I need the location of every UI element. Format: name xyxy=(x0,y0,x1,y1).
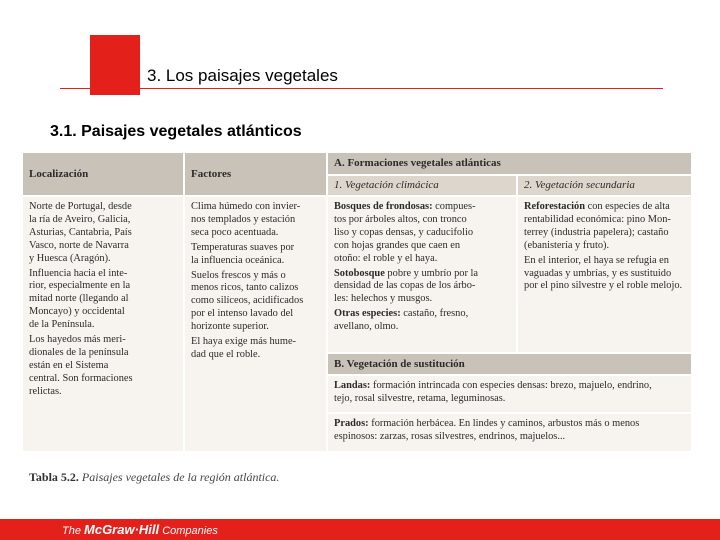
localizacion-line: Los hayedos más meri- xyxy=(29,334,126,346)
secundaria-line: rentabilidad económica: pino Mon- xyxy=(524,213,671,225)
climacica-cell xyxy=(328,197,516,352)
factores-line: nos templados y estación xyxy=(191,213,296,225)
factores-line: Clima húmedo con invier- xyxy=(191,201,301,212)
localizacion-line: Moncayo) y occidental xyxy=(29,306,125,318)
localizacion-line: dionales de la península xyxy=(29,346,129,358)
climacica-paragraph xyxy=(334,201,510,266)
secundaria-line: terrey (industria papelera); castaño xyxy=(524,226,669,238)
localizacion-line: Vasco, norte de Navarra xyxy=(29,239,129,251)
climacica-paragraph xyxy=(334,268,510,307)
factores-line: por el intenso lavado del xyxy=(191,308,294,320)
climacica-line: les: helechos y musgos. xyxy=(334,293,433,305)
factores-line: Temperaturas suaves por xyxy=(191,241,295,253)
landas-line: tejo, rosal silvestre, retama, leguminosas. xyxy=(334,392,506,404)
factores-line: Suelos frescos y más o xyxy=(191,269,286,281)
vegetation-table xyxy=(23,153,691,451)
secundaria-cell xyxy=(518,197,691,352)
secundaria-paragraph xyxy=(524,255,685,294)
climacica-paragraph xyxy=(334,308,510,334)
landas-cell xyxy=(328,376,691,412)
prados-cell xyxy=(328,414,691,451)
climacica-line: con hojas grandes que caen en xyxy=(334,239,461,251)
factores-line: la influencia oceánica. xyxy=(191,254,285,266)
publisher-logo: The McGraw·Hill Companies xyxy=(62,522,218,537)
localizacion-line: mitad norte (llegando al xyxy=(29,293,129,305)
climacica-line: avellano, olmo. xyxy=(334,321,399,333)
climacica-line: tos por árboles altos, con tronco xyxy=(334,213,467,225)
localizacion-line: de la Península. xyxy=(29,319,95,331)
factores-line: como silíceos, acidificados xyxy=(191,295,304,307)
prados-line: Prados: formación herbácea. En lindes y caminos, arbustos más o menos xyxy=(334,418,640,429)
localizacion-line: central. Son formaciones xyxy=(29,372,133,384)
factores-line: El haya exige más hume- xyxy=(191,336,297,348)
localizacion-line: Asturias, Cantabria, País xyxy=(29,226,132,238)
factores-line: menos ricos, tanto calizos xyxy=(191,282,299,294)
localizacion-line: Influencia hacia el inte- xyxy=(29,267,128,279)
secundaria-line: por el pino silvestre y el roble melojo. xyxy=(524,280,683,292)
climacica-line: densidad de las copas de los árbo- xyxy=(334,280,476,292)
factores-cell xyxy=(185,197,326,451)
localizacion-line: Norte de Portugal, desde xyxy=(29,201,132,212)
localizacion-line: rior, especialmente en la xyxy=(29,280,131,292)
footer-bar xyxy=(0,519,720,540)
localizacion-cell xyxy=(23,197,183,451)
climacica-line: Sotobosque pobre y umbrío por la xyxy=(334,267,479,279)
slide-title: 3. Los paisajes vegetales xyxy=(147,66,338,85)
subheader-secundaria: 2. Vegetación secundaria xyxy=(518,176,691,195)
secundaria-line: vaguadas y umbrías, y es sustituido xyxy=(524,267,672,279)
factores-line: dad que el roble. xyxy=(191,348,261,360)
localizacion-line: están en el Sistema xyxy=(29,359,109,371)
climacica-line: Bosques de frondosas: compues- xyxy=(334,201,476,212)
secundaria-line: En el interior, el haya se refugia en xyxy=(524,254,669,266)
secundaria-paragraph xyxy=(524,201,685,253)
secundaria-line: (ebanistería y fruto). xyxy=(524,239,610,251)
title-accent-block xyxy=(90,35,140,95)
prados-line: espinosos: zarzas, rosas silvestres, endrinos, majuelos... xyxy=(334,430,566,442)
title-underline xyxy=(60,88,663,89)
climacica-line: Otras especies: castaño, fresno, xyxy=(334,308,469,320)
factores-line: seca poco acentuada. xyxy=(191,226,279,238)
caption-text: Paisajes vegetales de la región atlántica. xyxy=(81,470,280,484)
climacica-line: otoño: el roble y el haya. xyxy=(334,252,438,264)
table-caption xyxy=(29,470,279,485)
header-formaciones: A. Formaciones vegetales atlánticas xyxy=(328,153,691,174)
climacica-line: liso y copas densas, y caducifolio xyxy=(334,226,474,238)
localizacion-line: relictas. xyxy=(29,385,62,397)
header-sustitucion: B. Vegetación de sustitución xyxy=(328,354,691,374)
localizacion-line: y Huesca (Aragón). xyxy=(29,252,111,264)
section-title: 3.1. Paisajes vegetales atlánticos xyxy=(50,123,302,140)
secundaria-line: Reforestación con especies de alta xyxy=(524,201,670,212)
landas-line: Landas: formación intrincada con especies densas: brezo, majuelo, endrino, xyxy=(334,380,652,391)
subheader-climacica: 1. Vegetación climácica xyxy=(328,176,516,195)
caption-label: Tabla 5.2. xyxy=(29,470,79,484)
header-localizacion: Localización xyxy=(23,153,183,195)
header-factores: Factores xyxy=(185,153,326,195)
factores-line: horizonte superior. xyxy=(191,321,269,333)
localizacion-line: la ría de Aveiro, Galicia, xyxy=(29,213,131,225)
